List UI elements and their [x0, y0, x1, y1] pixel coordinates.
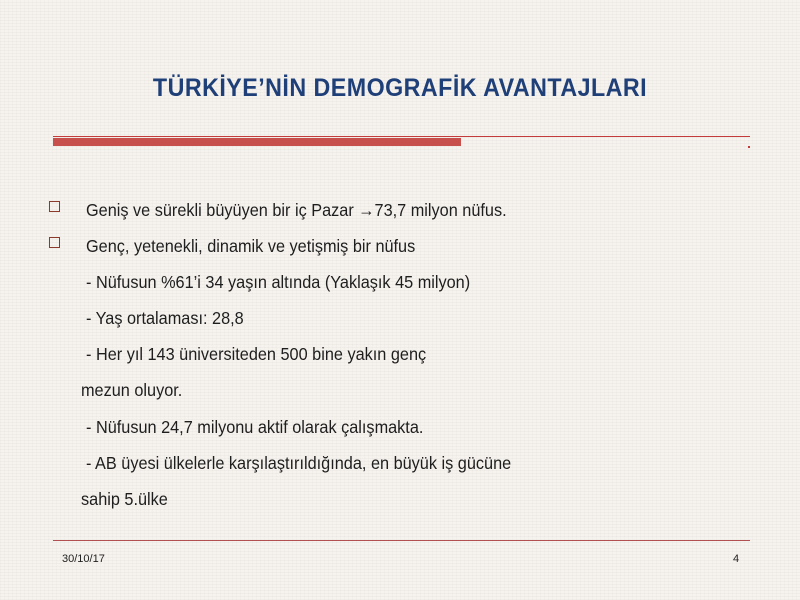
footer-divider [53, 540, 750, 541]
footer-date: 30/10/17 [62, 553, 105, 565]
sub-line-1: - Nüfusun %61’i 34 yaşın altında (Yaklaşık 45 milyon) [86, 272, 471, 292]
sub-line-3: - Her yıl 143 üniversiteden 500 bine yakın genç [86, 344, 427, 364]
slide-title: TÜRKİYE’NİN DEMOGRAFİK AVANTAJLARI [152, 74, 648, 102]
title-underline-thin [53, 136, 750, 137]
sub-line-2: - Yaş ortalaması: 28,8 [86, 308, 244, 328]
sub-line-4: mezun oluyor. [81, 380, 183, 400]
sub-line-6: - AB üyesi ülkelerle karşılaştırıldığında, en büyük iş gücüne [86, 453, 512, 473]
title-underline-tick [748, 146, 750, 148]
sub-line-7: sahip 5.ülke [81, 489, 168, 509]
square-bullet-icon [49, 237, 60, 248]
bullet-text-2: Genç, yetenekli, dinamik ve yetişmiş bir nüfus [86, 236, 416, 256]
square-bullet-icon [49, 201, 60, 212]
title-underline-thick [53, 138, 461, 146]
sub-line-5: - Nüfusun 24,7 milyonu aktif olarak çalışmakta. [86, 417, 424, 437]
bullet-text-1: Geniş ve sürekli büyüyen bir iç Pazar →73,7 milyon nüfus. [86, 200, 507, 220]
page-number: 4 [733, 553, 740, 565]
